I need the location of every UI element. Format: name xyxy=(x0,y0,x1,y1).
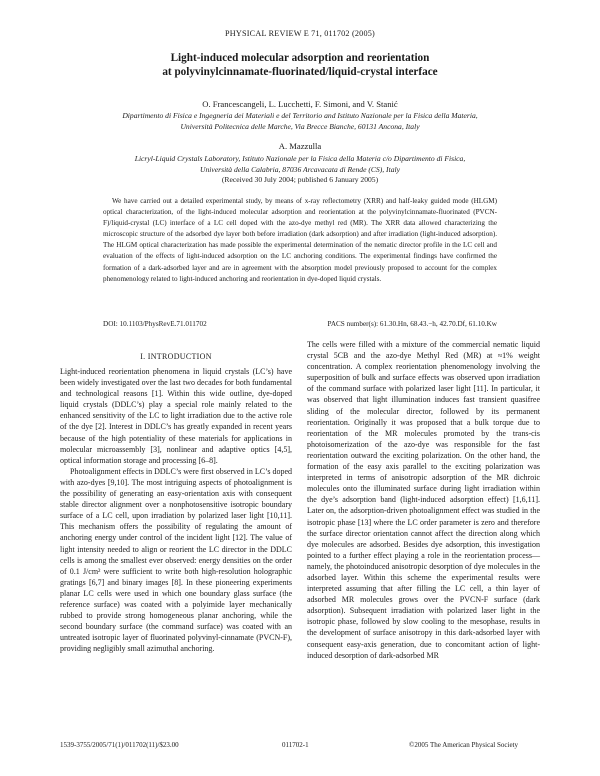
author-list-1: O. Francescangeli, L. Lucchetti, F. Simoni, and V. Stanić xyxy=(202,99,398,109)
paragraph: Light-induced reorientation phenomena in liquid crystals (LC’s) have been widely investigated over the last two decades for both fundamental and technological reasons [1]. Within this wide outline, dye-doped liquid crystals (DDLC’s) play a special role mainly related to the enhanced sensitivity of the LC to light irradiation due to the active role of the dye [2]. Interest in DDLC’s has greatly expanded in recent years because of the high potentiality of these materials for applications in molecular microassembly [3], nonlinear and adaptive optics [4,5], optical information storage and processing [6–8]. xyxy=(60,367,292,465)
affiliation-2-line-2: Università della Calabria, 87036 Arcavacata di Rende (CS), Italy xyxy=(200,165,400,174)
paragraph: Photoalignment effects in DDLC’s were first observed in LC’s doped with azo-dyes [9,10]. The most intriguing aspects of photoalignment is the possibility of generating an easy-orientation axis with consequent stable director alignment over a nonphotosensitive isotropic boundary surface of a LC cell, upon irradiation by polarized laser light [10,11]. This mechanism offers the possibility of regulating the amount of anchoring energy under control of the incident light [12]. The value of light intensity needed to align or reorient the LC director in the DDLC cells is among the smallest ever observed: energy densities on the order of 0.1 J/cm² were sufficient to write both high-resolution holographic gratings [6,7] and binary images [8]. In these pioneering experiments planar LC cells were used in which one boundary glass surface (the reference surface) was coated with a polyimide layer mechanically rubbed to provide strong homogeneous planar anchoring, while the second boundary surface (the command surface) was coated with an untreated isotropic layer of fluorinated polyvinyl-cinnamate (PVCN-F), providing negligibly small azimuthal anchoring. xyxy=(60,466,292,654)
title-line-1: Light-induced molecular adsorption and reorientation xyxy=(170,52,430,64)
journal-header: PHYSICAL REVIEW E 71, 011702 (2005) xyxy=(225,29,375,38)
section-heading: I. INTRODUCTION xyxy=(140,352,212,361)
affiliation-1-line-2: Università Politecnica delle Marche, Via Brecce Bianche, 60131 Ancona, Italy xyxy=(180,122,420,131)
paragraph: The cells were filled with a mixture of the commercial nematic liquid crystal 5CB and the azo-dye Methyl Red (MR) at ≈1% weight concentration. A complex reorientation phenomenology involving the superposition of bulk and surface effects was observed upon irradiation of the command surface with polarized laser light [11]. In particular, it was observed that light illumination induces fast transient quasifree sliding of the molecular director, followed by its permanent reorientation. Originally it was proposed that a bulk torque due to reorientation of the MR molecules promoted by the trans-cis photoisomerization of the azo-dye was responsible for the fast reorientation outward the exciting polarization. On the other hand, the formation of the easy axis parallel to the exciting polarization was interpreted in terms of anisotropic adsorption of the MR dichroic molecules onto the illuminated surface during light irradiation within the dye’s adsorption band (light-induced adsorption effect) [1,6,11]. Later on, the adsorption-driven photoalignment effect was studied in the isotropic phase [13] where the LC order parameter is zero and therefore the surface director orientation cannot affect the direction along which dye molecules are adsorbed. Besides dye adsorption, this investigation pointed to a further effect playing a role in the reorientation process—namely, the photoinduced anisotropic desorption of dye molecules in the adsorbed layer. Within this scheme the experimental results were interpreted assuming that after filling the LC cell, a thin layer of adsorbed MR molecules grows over the PVCN-F surface (dark adsorption). Subsequent irradiation with polarized laser light in the isotropic phase, followed by slow cooling to the mesophase, results in the development of surface anisotropy in this dark-adsorbed layer with consequent easy-axis generation, due to concomitant action of light-induced desorption of dark-adsorbed MR xyxy=(307,340,540,660)
title-line-2: at polyvinylcinnamate-fluorinated/liquid-crystal interface xyxy=(162,66,438,78)
author-list-2: A. Mazzulla xyxy=(278,141,322,151)
affiliation-2 xyxy=(40,153,560,175)
affiliation-1-line-1: Dipartimento di Fisica e Ingegneria dei Materiali e del Territorio and Istituto Nazionale per la Fisica della Materia, xyxy=(122,111,478,120)
affiliation-1 xyxy=(40,110,560,132)
body-column-right xyxy=(307,339,540,661)
pacs-numbers: PACS number(s): 61.30.Hn, 68.43.−h, 42.70.Df, 61.10.Kw xyxy=(327,320,497,328)
body-column-left xyxy=(60,366,292,654)
footer-issn: 1539-3755/2005/71(1)/011702(11)/$23.00 xyxy=(60,741,179,749)
footer-copyright: ©2005 The American Physical Society xyxy=(409,741,519,749)
footer-page-number: 011702-1 xyxy=(282,741,309,749)
received-date: (Received 30 July 2004; published 6 January 2005) xyxy=(221,175,379,184)
doi-link[interactable]: DOI: 10.1103/PhysRevE.71.011702 xyxy=(103,320,207,328)
abstract: We have carried out a detailed experimental study, by means of x-ray reflectometry (XRR) and half-leaky guided mode (HLGM) optical characterization, of the light-induced molecular adsorption and reorientation at the polyvinylcinnamate-fluorinated (PVCN-F)/liquid-crystal (LC) interface of a LC cell doped with the azo-dye methyl red (MR). The XRR data allowed characterizing the microscopic structure of the adsorbed dye layer both before irradiation (dark adsorption) and after irradiation (light-induced adsorption). The HLGM optical characterization has made possible the experimental determination of the nematic director profile in the LC cell and evaluation of the effects of light-induced adsorption on the LC anchoring conditions. The experimental findings have confirmed the formation of a dark-adsorbed layer and are in agreement with the absorption model previously proposed to account for the complex phenomenology related to light-induced anchoring and reorientation in dye-doped liquid crystals. xyxy=(103,197,497,283)
paper-title xyxy=(60,51,540,79)
affiliation-2-line-1: Licryl-Liquid Crystals Laboratory, Istituto Nazionale per la Fisica della Materia c/o Dipartimento di Fisica, xyxy=(134,154,466,163)
